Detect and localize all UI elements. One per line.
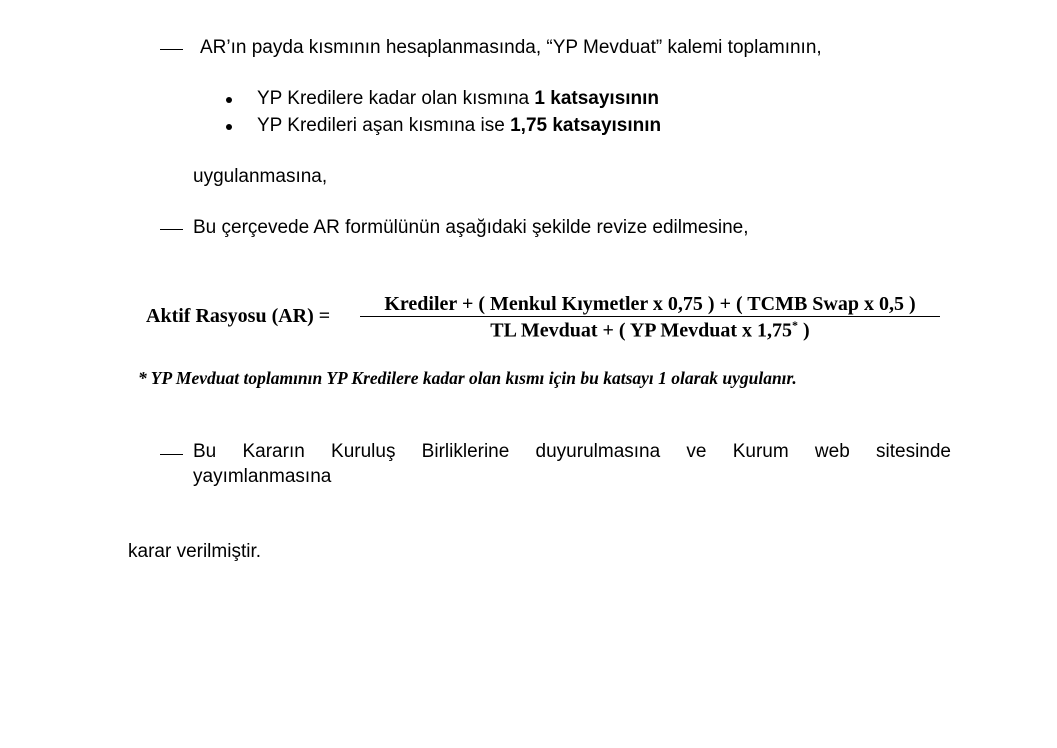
item-3-line-2: yayımlanmasına (193, 466, 332, 487)
footnote: * YP Mevduat toplamının YP Kredilere kadar olan kısmı için bu katsayı 1 olarak uygulanır. (138, 368, 797, 388)
fraction-line (360, 316, 940, 317)
denominator-end: ) (798, 319, 810, 342)
bullet-dot-2 (226, 124, 232, 130)
formula-denominator (360, 318, 940, 343)
bullet-1-prefix: YP Kredilere kadar olan kısmına (257, 88, 535, 109)
item-2-text: Bu çerçevede AR formülünün aşağıdaki şekilde revize edilmesine, (193, 217, 749, 238)
bullet-1-bold: 1 katsayısının (534, 88, 660, 109)
item-3-line-1: Bu Kararın Kuruluş Birliklerine duyurulmasına ve Kurum web sitesinde (193, 441, 951, 462)
bullet-2-prefix: YP Kredileri aşan kısmına ise (257, 115, 511, 136)
bullet-item-1 (257, 88, 659, 110)
bullet-dot-1 (226, 97, 232, 103)
item-1-text: AR’ın payda kısmının hesaplanmasında, “YP Mevduat” kalemi toplamının, (200, 37, 822, 58)
denominator-asterisk: * (792, 318, 799, 332)
formula-label: Aktif Rasyosu (AR) = (146, 305, 331, 327)
dash-marker-1 (160, 49, 183, 50)
dash-marker-3 (160, 454, 183, 455)
bullet-item-2 (257, 115, 661, 137)
closing-text: karar verilmiştir. (128, 541, 262, 562)
dash-marker-2 (160, 229, 183, 230)
bullet-2-bold: 1,75 katsayısının (510, 115, 662, 136)
formula-numerator: Krediler + ( Menkul Kıymetler x 0,75 ) + ( TCMB Swap x 0,5 ) (384, 293, 916, 315)
applied-text: uygulanmasına, (193, 166, 328, 187)
denominator-main: TL Mevduat + ( YP Mevduat x 1,75 (490, 319, 793, 342)
